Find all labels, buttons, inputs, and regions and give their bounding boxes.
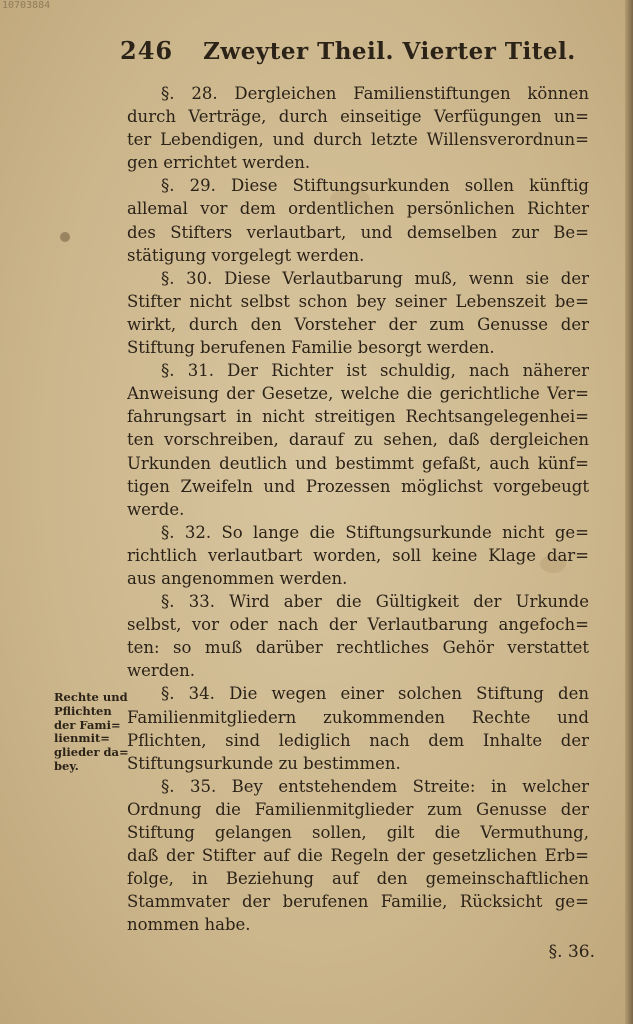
text-line: daß der Stifter auf die Regeln der gesetzlichen Erb= xyxy=(127,846,589,866)
text-line: fahrungsart in nicht streitigen Rechtsangelegenhei= xyxy=(127,407,589,427)
margin-note xyxy=(54,690,129,774)
scan-identifier: 10703884 xyxy=(2,0,51,11)
section-paragraph xyxy=(127,267,589,359)
text-line: §. 32. So lange die Stiftungsurkunde nicht ge= xyxy=(161,522,589,542)
text-line: Stifter nicht selbst schon bey seiner Lebenszeit be= xyxy=(127,291,589,311)
margin-note-line: bey. xyxy=(54,758,79,773)
text-line: folge, in Beziehung auf den gemeinschaftlichen xyxy=(127,869,589,889)
page-edge-shadow xyxy=(625,0,633,1024)
text-line: Anweisung der Gesetze, welche die gerichtliche Ver= xyxy=(127,384,589,404)
text-line: nommen habe. xyxy=(127,915,251,935)
text-line: ten vorschreiben, darauf zu sehen, daß dergleichen xyxy=(127,430,589,450)
text-line: §. 28. Dergleichen Familienstiftungen können xyxy=(161,84,589,103)
text-line: Ordnung die Familienmitglieder zum Genusse der xyxy=(127,799,589,819)
text-line: durch Verträge, durch einseitige Verfügungen un= xyxy=(127,107,589,127)
text-line: Pflichten, sind lediglich nach dem Inhalte der xyxy=(127,730,589,750)
text-line: Stammvater der berufenen Familie, Rücksicht ge= xyxy=(127,892,589,912)
text-line: selbst, vor oder nach der Verlautbarung angefoch= xyxy=(127,615,589,635)
margin-note-line: Rechte und xyxy=(54,690,128,704)
catchword: §. 36. xyxy=(548,942,595,962)
margin-note-line: lienmit= xyxy=(54,731,110,746)
text-line: Familienmitgliedern zukommenden Rechte und xyxy=(127,707,589,727)
section-paragraph xyxy=(127,682,589,774)
text-line: Stiftung berufenen Familie besorgt werden. xyxy=(127,338,495,358)
text-line: Stiftungsurkunde zu bestimmen. xyxy=(127,753,401,773)
text-line: §. 33. Wird aber die Gültigkeit der Urkunde xyxy=(161,592,589,612)
section-paragraph xyxy=(127,359,589,521)
text-line: §. 35. Bey entstehendem Streite: in welcher xyxy=(161,776,589,796)
text-line: gen errichtet werden. xyxy=(127,153,311,173)
section-paragraph xyxy=(127,521,589,590)
text-line: aus angenommen werden. xyxy=(127,568,348,588)
page-header xyxy=(120,36,590,70)
text-line: richtlich verlautbart worden, soll keine Klage dar= xyxy=(127,545,589,565)
page-number: 246 xyxy=(120,36,174,65)
text-line: §. 30. Diese Verlautbarung muß, wenn sie der xyxy=(161,268,589,288)
text-line: werde. xyxy=(127,499,185,519)
text-line: ten: so muß darüber rechtliches Gehör verstattet xyxy=(127,638,589,658)
body-text xyxy=(127,82,589,936)
text-line: tigen Zweifeln und Prozessen möglichst vorgebeugt xyxy=(127,476,589,496)
text-line: des Stifters verlautbart, und demselben zur Be= xyxy=(127,222,589,242)
section-paragraph xyxy=(127,775,589,937)
text-line: §. 34. Die wegen einer solchen Stiftung den xyxy=(161,684,589,704)
text-line: ter Lebendigen, und durch letzte Willensverordnun= xyxy=(127,130,589,150)
section-paragraph xyxy=(127,82,589,174)
margin-note-line: Pflichten xyxy=(54,703,112,718)
running-head: Zweyter Theil. Vierter Titel. xyxy=(203,38,576,65)
text-line: werden. xyxy=(127,661,195,681)
section-paragraph xyxy=(127,590,589,682)
text-line: Urkunden deutlich und bestimmt gefaßt, auch künf= xyxy=(127,453,589,473)
text-line: stätigung vorgelegt werden. xyxy=(127,245,365,265)
text-line: allemal vor dem ordentlichen persönlichen Richter xyxy=(127,199,589,219)
section-paragraph xyxy=(127,174,589,266)
text-line: §. 31. Der Richter ist schuldig, nach näherer xyxy=(161,361,589,381)
margin-note-line: glieder da= xyxy=(54,745,129,760)
ink-spot xyxy=(60,232,70,242)
text-line: §. 29. Diese Stiftungsurkunden sollen künftig xyxy=(161,176,589,196)
text-line: Stiftung gelangen sollen, gilt die Vermuthung, xyxy=(127,823,589,842)
text-line: wirkt, durch den Vorsteher der zum Genusse der xyxy=(127,314,589,334)
margin-note-line: der Fami= xyxy=(54,717,121,732)
